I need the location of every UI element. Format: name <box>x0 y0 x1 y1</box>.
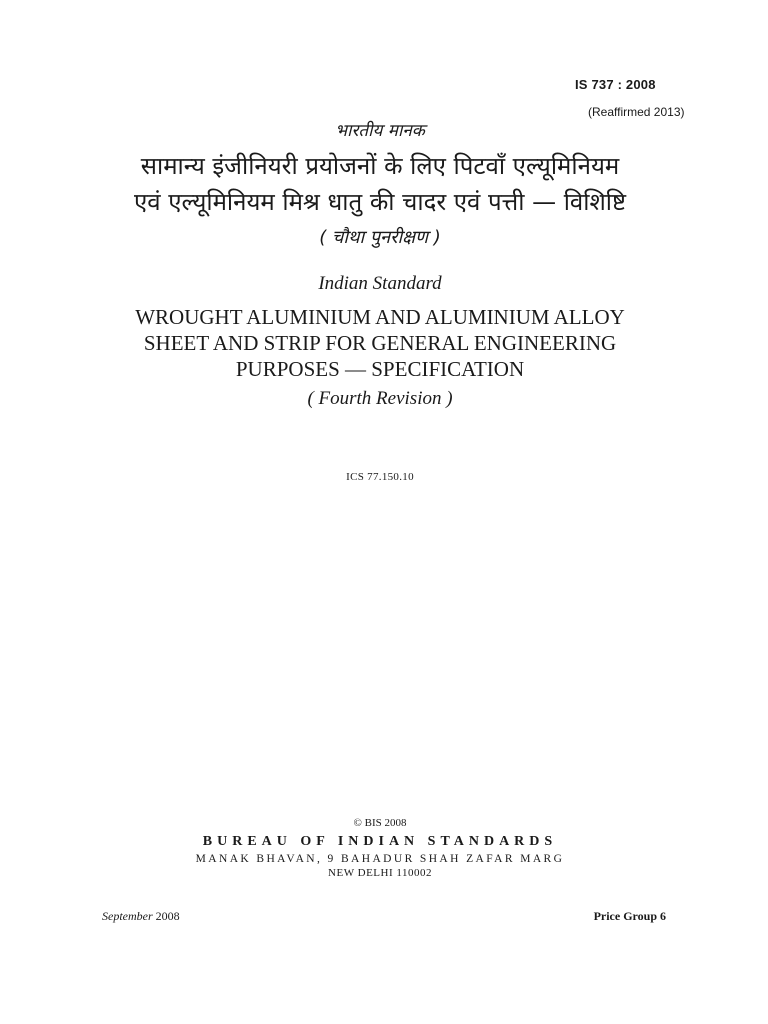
hindi-title-line: सामान्य इंजीनियरी प्रयोजनों के लिए पिटवाँ एल्यूमिनियम <box>140 152 620 180</box>
price-group: Price Group 6 <box>593 909 666 923</box>
publisher-city: NEW DELHI 110002 <box>328 867 432 879</box>
hindi-revision: ( चौथा पुनरीक्षण ) <box>319 227 441 248</box>
publication-month: September <box>102 909 153 923</box>
revision-label: ( Fourth Revision ) <box>307 388 453 409</box>
hindi-title <box>80 148 680 220</box>
ics-code: ICS 77.150.10 <box>346 471 414 483</box>
copyright-notice: © BIS 2008 <box>353 817 407 829</box>
publication-date <box>102 909 180 924</box>
publisher-address: MANAK BHAVAN, 9 BAHADUR SHAH ZAFAR MARG <box>195 853 565 865</box>
publisher-name: BUREAU OF INDIAN STANDARDS <box>202 834 558 849</box>
hindi-title-line: एवं एल्यूमिनियम मिश्र धातु की चादर एवं पत्ती — विशिष्टि <box>133 188 627 216</box>
publication-year: 2008 <box>155 909 180 923</box>
title-line: SHEET AND STRIP FOR GENERAL ENGINEERING <box>143 331 617 355</box>
document-title <box>80 304 680 382</box>
indian-standard-label: Indian Standard <box>318 273 442 294</box>
hindi-standard-label: भारतीय मानक <box>335 121 425 141</box>
standard-number: IS 737 : 2008 <box>575 77 656 92</box>
title-line: PURPOSES — SPECIFICATION <box>235 357 525 381</box>
reaffirmed-note: (Reaffirmed 2013) <box>588 105 685 119</box>
title-line: WROUGHT ALUMINIUM AND ALUMINIUM ALLOY <box>135 305 625 329</box>
